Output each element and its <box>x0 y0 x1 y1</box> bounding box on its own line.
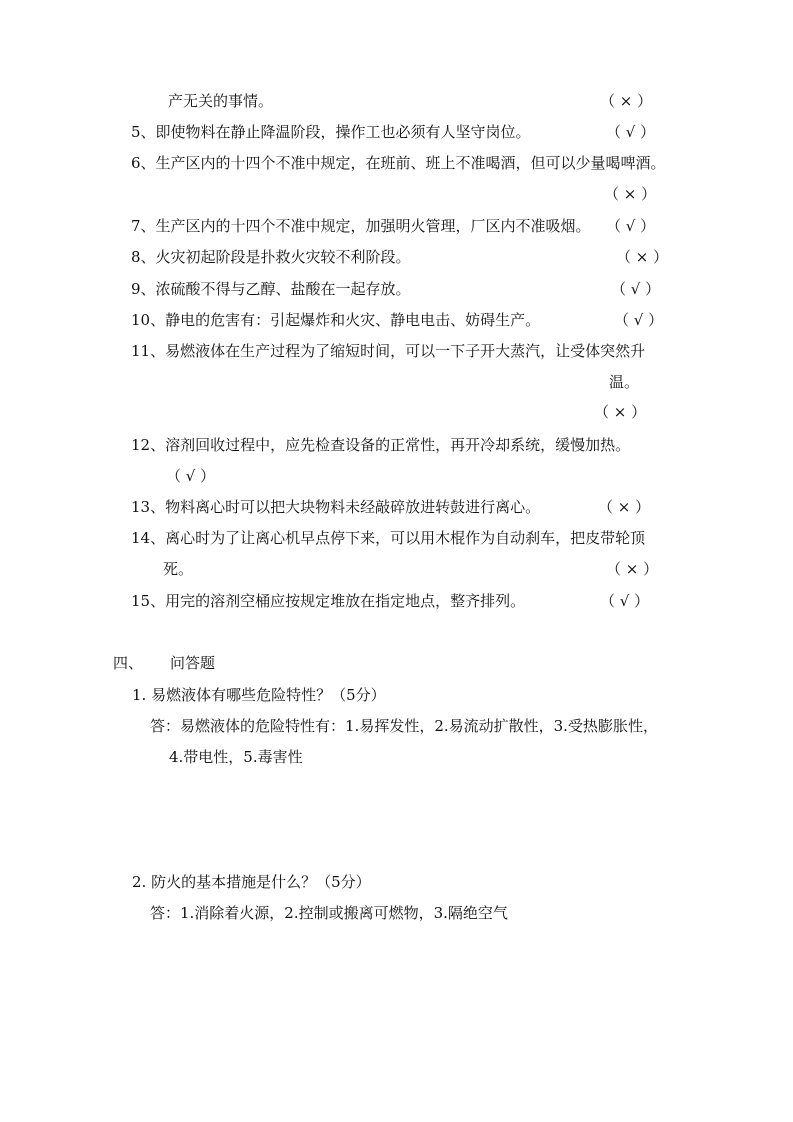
judgment-item-10: 10、静电的危害有：引起爆炸和火灾、静电电击、妨碍生产。 <box>131 311 541 329</box>
item-10-mark: （ √ ） <box>614 311 664 329</box>
question-2: 2. 防火的基本措施是什么？（5分） <box>132 873 371 891</box>
item-5-mark: （ √ ） <box>606 123 656 141</box>
item-8-mark: （ × ） <box>616 248 669 266</box>
question-1: 1. 易燃液体有哪些危险特性？（5分） <box>132 686 386 704</box>
section-4-number: 四、 <box>113 654 144 672</box>
judgment-item-8: 8、火灾初起阶段是扑救火灾较不利阶段。 <box>131 248 411 266</box>
item-13-mark: （ × ） <box>598 498 651 516</box>
judgment-item-13: 13、物料离心时可以把大块物料未经敲碎放进转鼓进行离心。 <box>131 498 541 516</box>
judgment-item-7: 7、生产区内的十四个不准中规定，加强明火管理，厂区内不准吸烟。 <box>131 217 591 235</box>
answer-2: 答：1.消除着火源，2.控制或搬离可燃物，3.隔绝空气 <box>150 904 508 922</box>
judgment-item-6: 6、生产区内的十四个不准中规定，在班前、班上不准喝酒，但可以少量喝啤酒。 <box>131 154 666 172</box>
judgment-item-15: 15、用完的溶剂空桶应按规定堆放在指定地点，整齐排列。 <box>131 592 526 610</box>
item-4-mark: （ × ） <box>600 92 653 110</box>
judgment-item-14-cont: 死。 <box>163 560 194 578</box>
answer-1-line-2: 4.带电性，5.毒害性 <box>169 748 303 766</box>
item-14-mark: （ × ） <box>606 560 659 578</box>
judgment-item-5: 5、即使物料在静止降温阶段，操作工也必须有人坚守岗位。 <box>131 123 531 141</box>
judgment-item-12: 12、溶剂回收过程中，应先检查设备的正常性，再开冷却系统，缓慢加热。 <box>131 436 631 454</box>
item-9-mark: （ √ ） <box>611 280 661 298</box>
item-11-mark: （ × ） <box>594 403 647 421</box>
item-4-continuation: 产无关的事情。 <box>168 92 274 110</box>
judgment-item-14: 14、离心时为了让离心机早点停下来，可以用木棍作为自动刹车，把皮带轮顶 <box>131 529 646 547</box>
judgment-item-9: 9、浓硫酸不得与乙醇、盐酸在一起存放。 <box>131 280 411 298</box>
section-4-title: 问答题 <box>170 654 216 672</box>
item-6-mark: （ × ） <box>604 185 657 203</box>
judgment-item-11-cont: 温。 <box>609 373 640 391</box>
item-15-mark: （ √ ） <box>600 592 650 610</box>
judgment-item-11: 11、易燃液体在生产过程为了缩短时间，可以一下子开大蒸汽，让受体突然升 <box>131 342 646 360</box>
item-7-mark: （ √ ） <box>606 217 656 235</box>
item-12-mark: （ √ ） <box>166 467 216 485</box>
answer-1-line-1: 答：易燃液体的危险特性有：1.易挥发性，2.易流动扩散性，3.受热膨胀性， <box>150 717 658 735</box>
